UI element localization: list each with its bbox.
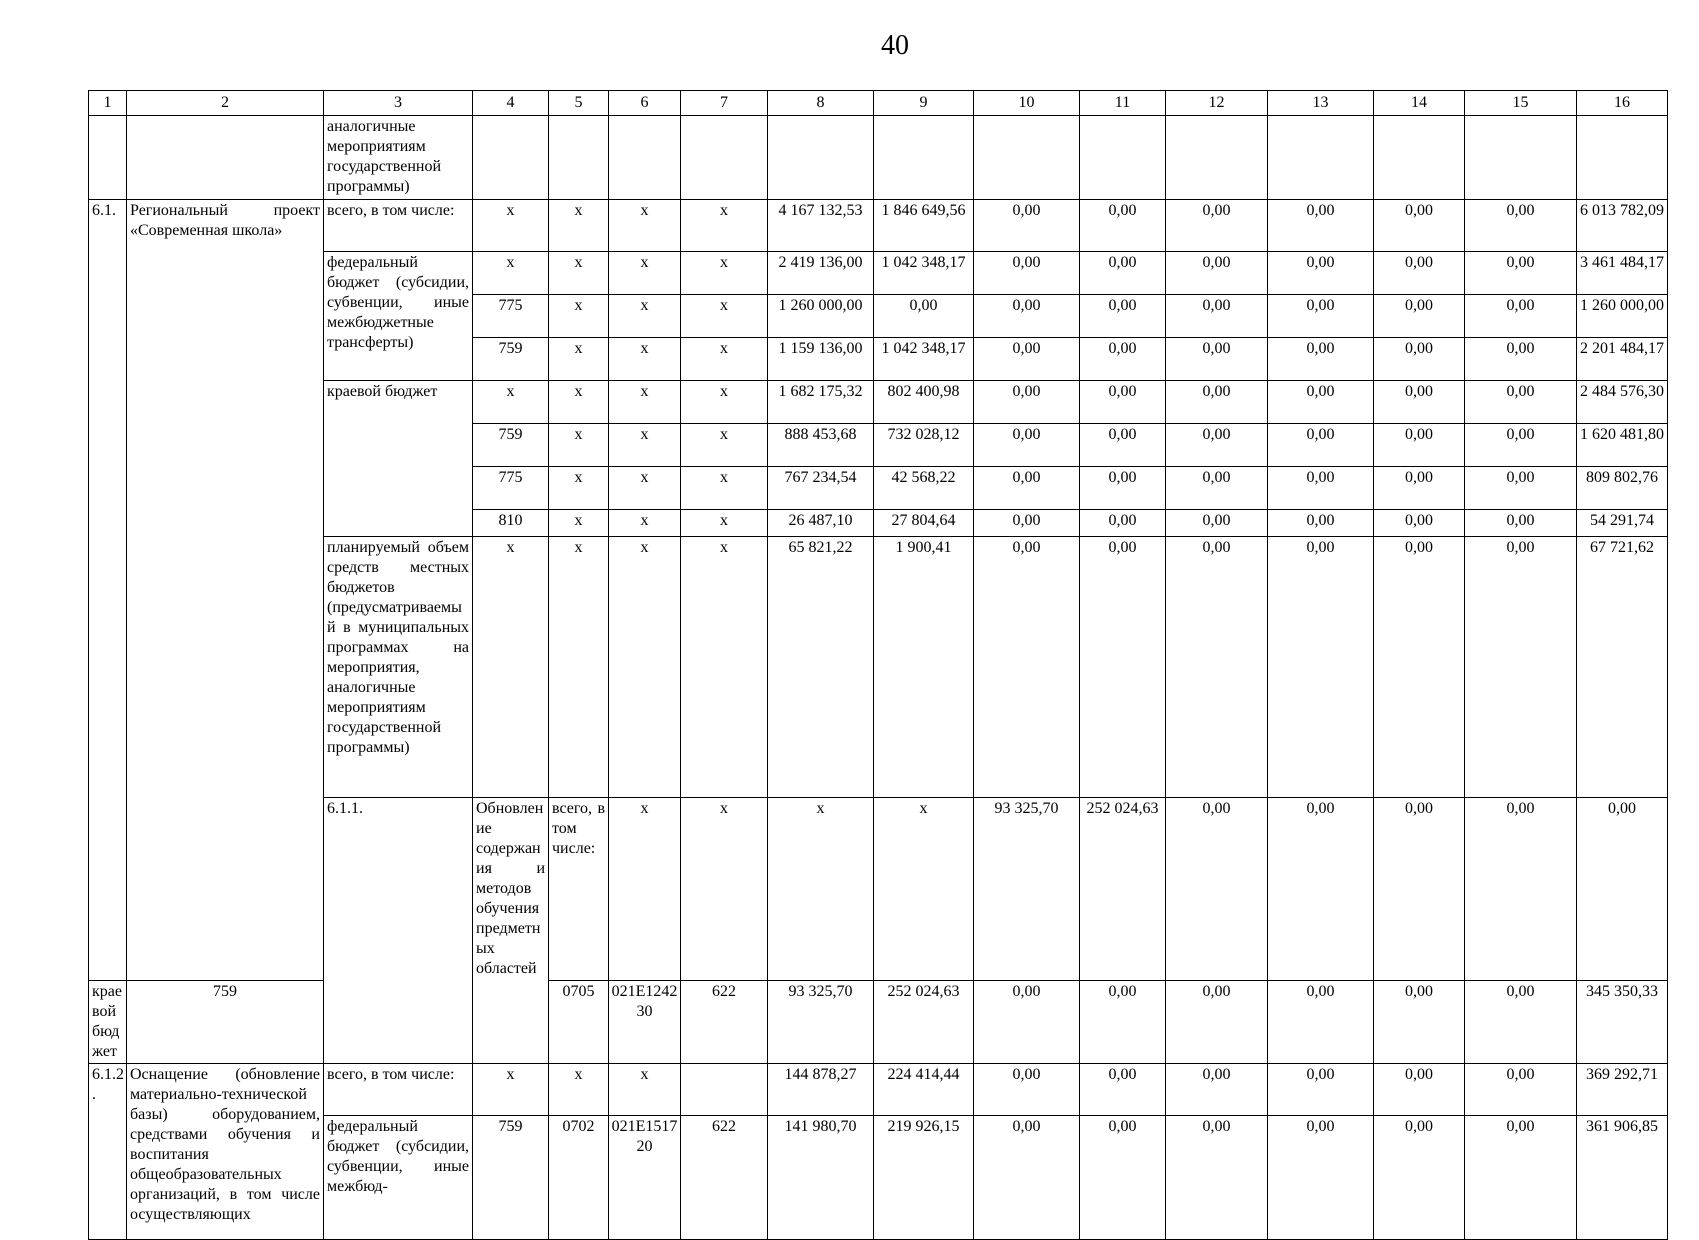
table-row: краевой бюджет 759 0705 021E124230 622 93 325,70 252 024,63 0,00 0,00 0,00 0,00 0,00 0,00 345 350,33: [89, 981, 1668, 1064]
source-label: краевой бюджет: [89, 981, 127, 1064]
source-label: аналогичные мероприятиям государственной программы): [324, 116, 473, 200]
source-label: федеральный бюджет (субсидии, субвенции, иные межбюджетные трансферты): [324, 252, 473, 381]
source-label: краевой бюджет: [324, 381, 473, 537]
source-label: всего, в том числе:: [324, 1064, 473, 1116]
table-row: 6.1.2. Оснащение (обновление материально-технической базы) оборудованием, средствами обучения и воспитания общеобразовательных организаций, в том числе осуществляющих всего, в том числе: x x x 144 878,27 224 414,44 0,00 0,00 0,00 0,00 0,00 0,00 369 292,71: [89, 1064, 1668, 1116]
header-cell: 12: [1166, 91, 1268, 116]
page-number: 40: [881, 30, 909, 61]
header-cell: 1: [89, 91, 127, 116]
header-cell: 5: [549, 91, 609, 116]
table-row: 759 x x x 1 159 136,00 1 042 348,17 0,00 0,00 0,00 0,00 0,00 0,00 2 201 484,17: [89, 338, 1668, 381]
table-row: [89, 116, 1668, 200]
item-index: 6.1.: [89, 200, 127, 981]
table-row: планируемый объем средств местных бюджетов (предусматриваемый в муниципальных программах на мероприятия, аналогичные мероприятиям государственной программы) x x x x 65 821,22 1 900,41 0,00 0,00 0,00 0,00 0,00 0,00 67 721,62: [89, 537, 1668, 798]
item-name: Оснащение (обновление материально-технической базы) оборудованием, средствами обучения и воспитания общеобразовательных организаций, в том числе осуществляющих: [127, 1064, 324, 1240]
header-cell: 10: [974, 91, 1080, 116]
table-row: краевой бюджет x x x x 1 682 175,32 802 400,98 0,00 0,00 0,00 0,00 0,00 0,00 2 484 576,30: [89, 381, 1668, 424]
table-row: 775 x x x 767 234,54 42 568,22 0,00 0,00 0,00 0,00 0,00 0,00 809 802,76: [89, 467, 1668, 510]
header-cell: 2: [127, 91, 324, 116]
header-cell: 15: [1465, 91, 1577, 116]
source-label: всего, в том числе:: [549, 798, 609, 981]
header-row: [89, 91, 1668, 116]
header-cell: 8: [768, 91, 874, 116]
header-cell: 11: [1080, 91, 1166, 116]
table-row: федеральный бюджет (субсидии, субвенции, иные межбюджетные трансферты) x x x x 2 419 136,00 1 042 348,17 0,00 0,00 0,00 0,00 0,00 0,00 3 461 484,17: [89, 252, 1668, 295]
item-name: Региональный проект «Современная школа»: [127, 200, 324, 981]
header-cell: 3: [324, 91, 473, 116]
table-row: 775 x x x 1 260 000,00 0,00 0,00 0,00 0,00 0,00 0,00 0,00 1 260 000,00: [89, 295, 1668, 338]
table-row: федеральный бюджет (субсидии, субвенции, иные межбюд- 759 0702 021E151720 622 141 980,70 219 926,15 0,00 0,00 0,00 0,00 0,00 0,00 361 906,85: [89, 1116, 1668, 1240]
header-cell: 13: [1268, 91, 1374, 116]
header-cell: 16: [1577, 91, 1668, 116]
item-index: 6.1.1.: [324, 798, 473, 1064]
table-row: 6.1.1. Обновление содержания и методов обучения предметных областей всего, в том числе: x x x x 93 325,70 252 024,63 0,00 0,00 0,00 0,00 0,00: [89, 798, 1668, 981]
budget-table: [88, 90, 1668, 1240]
source-label: федеральный бюджет (субсидии, субвенции, иные межбюд-: [324, 1116, 473, 1240]
header-cell: 9: [874, 91, 974, 116]
item-name: Обновление содержания и методов обучения предметных областей: [473, 798, 549, 1064]
header-cell: 6: [609, 91, 681, 116]
source-label: планируемый объем средств местных бюджетов (предусматриваемый в муниципальных программах на мероприятия, аналогичные мероприятиям государственной программы): [324, 537, 473, 798]
header-cell: 7: [681, 91, 768, 116]
table-row: 759 x x x 888 453,68 732 028,12 0,00 0,00 0,00 0,00 0,00 0,00 1 620 481,80: [89, 424, 1668, 467]
source-label: всего, в том числе:: [324, 200, 473, 252]
table-row: 810 x x x 26 487,10 27 804,64 0,00 0,00 0,00 0,00 0,00 0,00 54 291,74: [89, 510, 1668, 537]
table-row: 6.1. Региональный проект «Современная школа» всего, в том числе: x x x x 4 167 132,53 1 846 649,56 0,00 0,00 0,00 0,00 0,00 0,00 6 013 782,09: [89, 200, 1668, 252]
item-index: 6.1.2.: [89, 1064, 127, 1240]
header-cell: 4: [473, 91, 549, 116]
header-cell: 14: [1374, 91, 1465, 116]
